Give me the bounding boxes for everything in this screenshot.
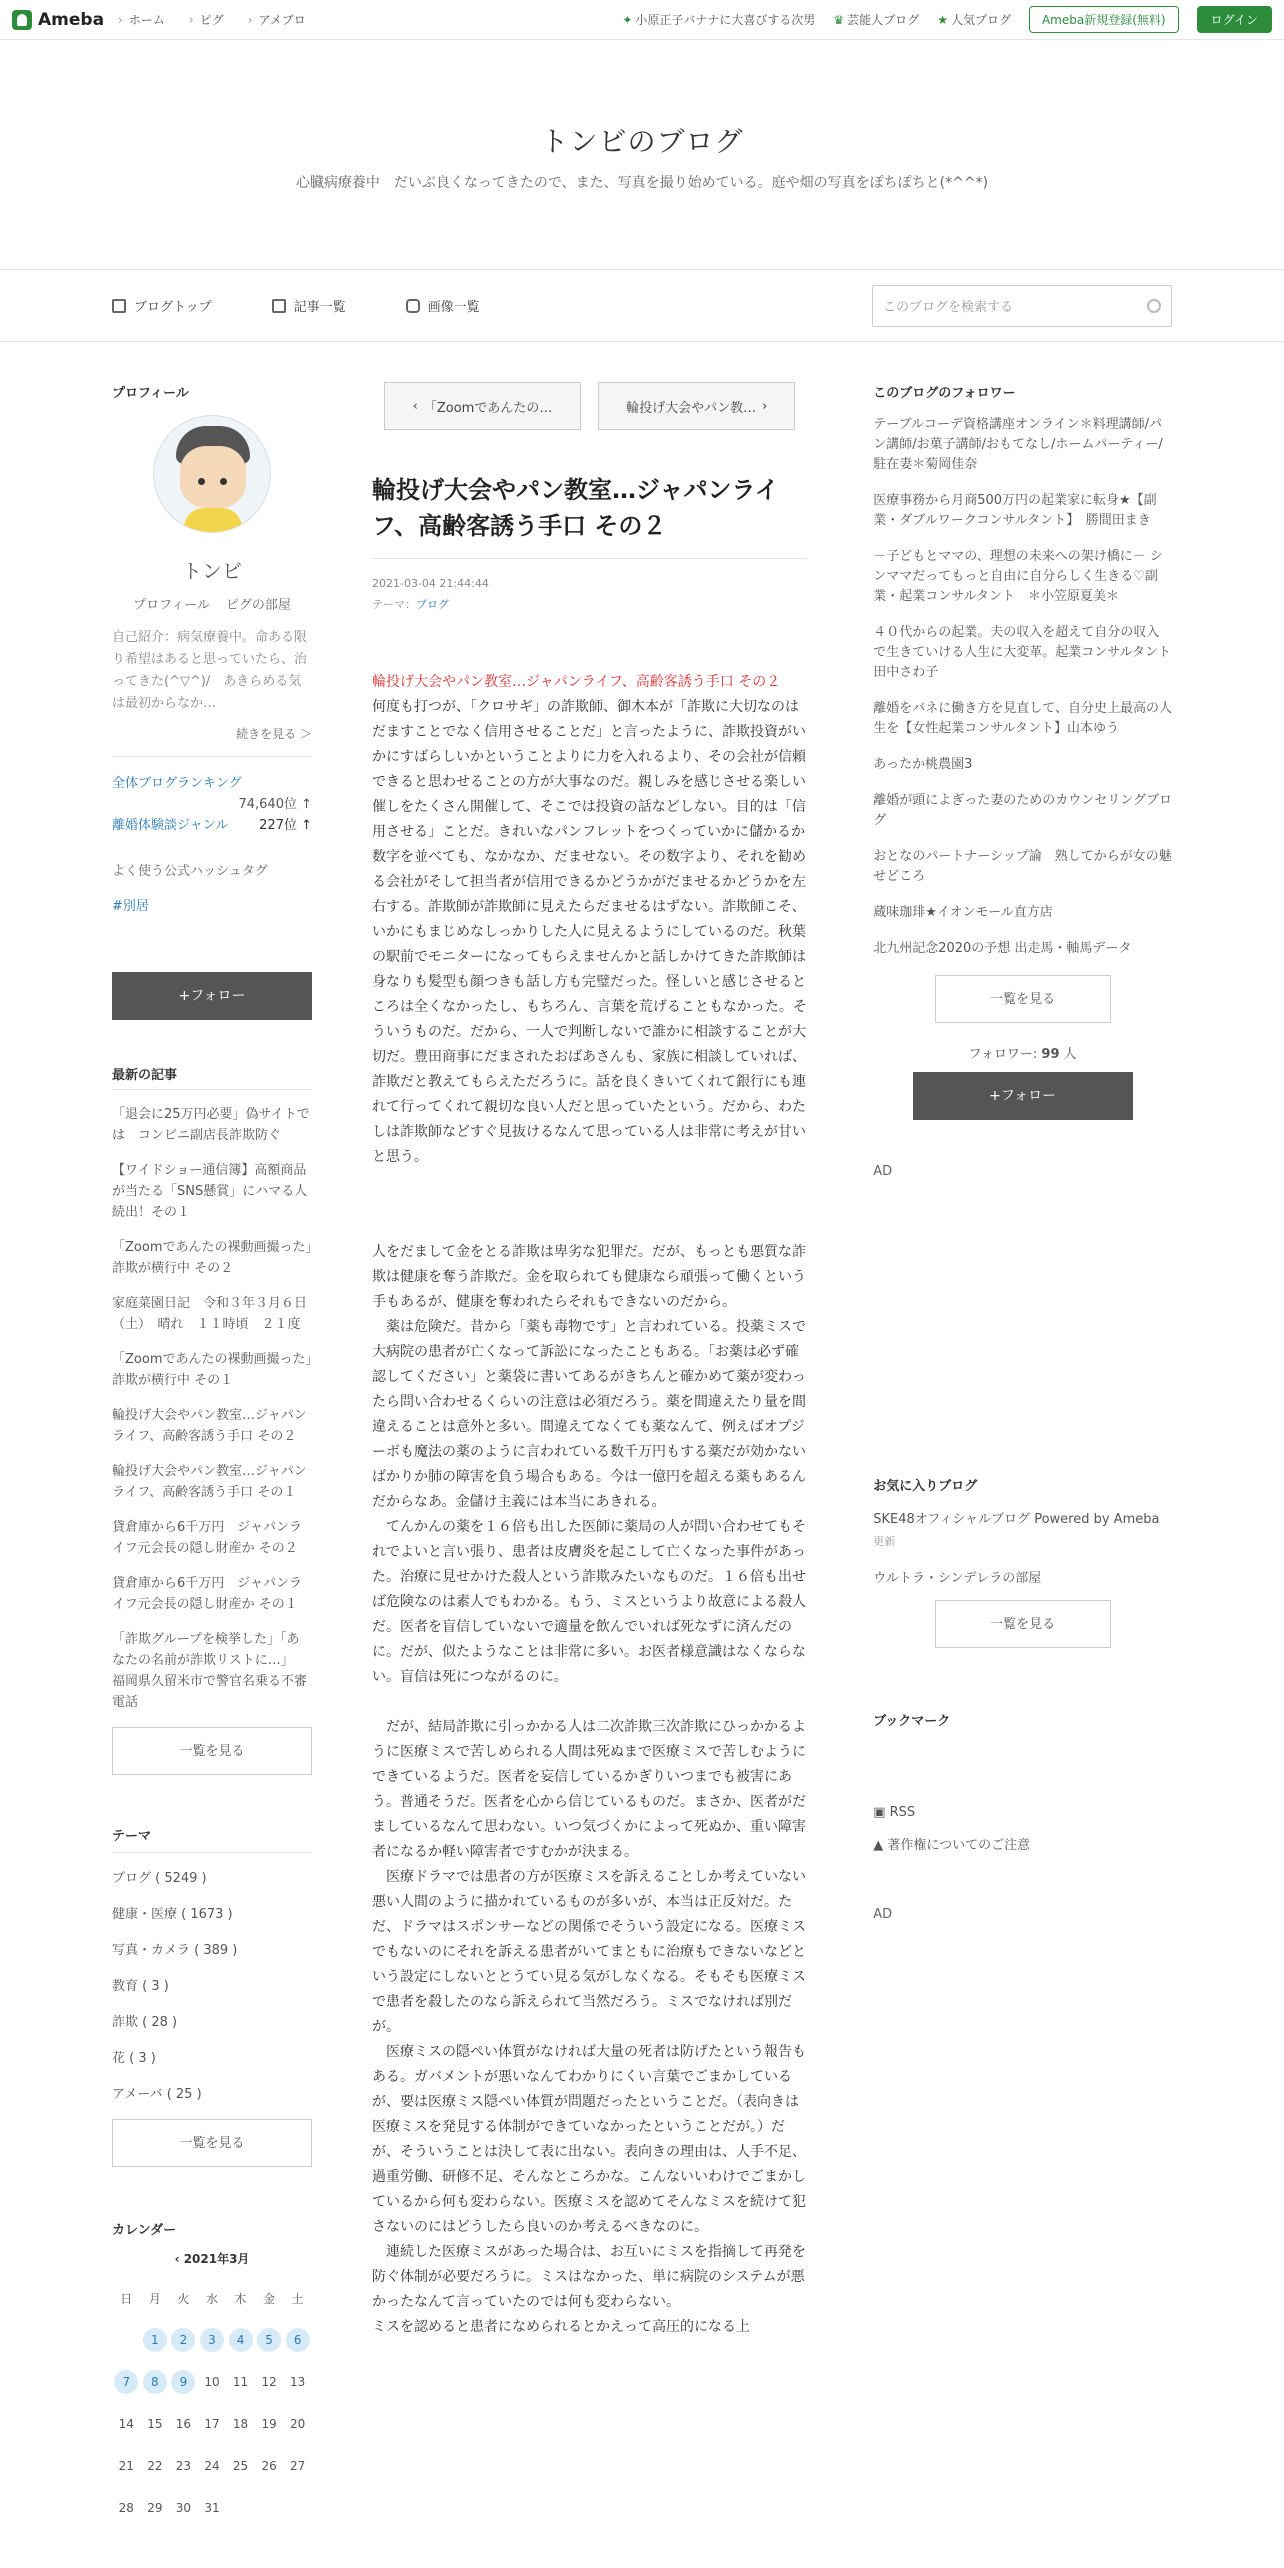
profile-more-link[interactable]: 続きを見る ＞: [112, 725, 312, 757]
login-button[interactable]: ログイン: [1197, 6, 1272, 33]
calendar-cell: [283, 2487, 312, 2529]
next-entry-button[interactable]: [598, 382, 795, 430]
weekday-label: 金: [263, 2291, 276, 2306]
calendar-cell: [226, 2403, 255, 2445]
recent-entry[interactable]: 輪投げ大会やパン教室…ジャパンライフ、高齢客誘う手口 その２: [112, 1408, 307, 1444]
global-header: [0, 0, 1284, 40]
follower-list: [873, 415, 1185, 959]
footer-links: [873, 1805, 1172, 1853]
image-list-link[interactable]: [406, 296, 480, 315]
blog-title[interactable]: トンビのブログ: [540, 125, 744, 158]
follower-item[interactable]: テーブルコーデ資格講座オンライン＊料理講師/パン講師/お菓子講師/おもてなし/ホームパーティー/駐在妻＊菊岡佳奈: [873, 417, 1163, 472]
recent-heading: 最新の記事: [112, 1064, 312, 1090]
rss-label: RSS: [889, 1805, 916, 1820]
favorites-heading: お気に入りブログ: [873, 1479, 978, 1494]
prev-entry-button[interactable]: [384, 382, 581, 430]
calendar-cell: [283, 2361, 312, 2403]
calendar-cell: [169, 2487, 198, 2529]
calendar-cell: [255, 2445, 284, 2487]
article-meta: [372, 577, 807, 612]
ad-label: AD: [873, 1907, 893, 1922]
favorite-item[interactable]: SKE48オフィシャルブログ Powered by Ameba: [873, 1512, 1160, 1527]
copyright-link[interactable]: [873, 1834, 1172, 1853]
ad-label: AD: [873, 1164, 893, 1179]
calendar-week: [112, 2319, 312, 2361]
calendar-day-posted[interactable]: 5: [257, 2328, 281, 2352]
theme-item[interactable]: アメーバ ( 25 ): [112, 2087, 202, 2102]
recent-entry[interactable]: 貸倉庫から6千万円 ジャパンライフ元会長の隠し財産か その１: [112, 1576, 303, 1612]
calendar-day-posted[interactable]: 7: [114, 2370, 138, 2394]
weekday-label: 日: [120, 2291, 133, 2306]
calendar-cell: [169, 2445, 198, 2487]
calendar-day: 10: [204, 2375, 220, 2389]
calendar-day: 25: [232, 2459, 249, 2473]
recent-entry[interactable]: 貸倉庫から6千万円 ジャパンライフ元会長の隠し財産か その２: [112, 1520, 303, 1556]
camera-icon: [406, 299, 420, 313]
follow-button[interactable]: +フォロー: [112, 972, 312, 1020]
calendar-cell: [141, 2445, 170, 2487]
weekday-label: 水: [205, 2291, 218, 2306]
calendar-day-posted[interactable]: 2: [171, 2328, 195, 2352]
calendar-month: [112, 2250, 312, 2267]
theme-item[interactable]: 花 ( 3 ): [112, 2051, 156, 2066]
calendar-day: 30: [175, 2501, 192, 2515]
weekday-label: 木: [234, 2291, 247, 2306]
calendar-day: 29: [147, 2501, 163, 2515]
pigg-room-link[interactable]: ピグの部屋: [225, 598, 291, 613]
celebrity-blog-label: 芸能人ブログ: [847, 13, 920, 27]
theme-more-button[interactable]: 一覧を見る: [112, 2119, 312, 2167]
hashtag-heading: よく使う公式ハッシュタグ: [112, 864, 268, 879]
nav-home[interactable]: › ホーム: [118, 11, 165, 28]
calendar-cell: [141, 2361, 170, 2403]
article-paragraph: 何度も打つが、「クロサギ」の詐欺師、御木本が「詐欺に大切なのはだますことでなく信用させることだ」と言ったように、詐欺投資がいかにすばらしいかということよりに力を入れるより、その会社が信頼できると思わせることの方が大事なのだ。親しみを感じさせる楽しい催しをたくさん開催して、そこでは投資の話などしない。目的は「信用させる」ことだ。きれいなパンフレットをつくっていかに儲かるか数字を並べても、なかなか、だませない。その数字より、それを勧める会社がそして担当者が信用できるかどうかがだませるかどうかを左右する。詐欺師が詐欺師に見えたらだませるはずない。詐欺師こそ、いかにもまじめなしっかりした人に見えるようにしているのだ。秋葉の駅前でモニターになってもらえませんかと話しかけてきた詐欺師は身なりも髪型も顔つきも話し方も完璧だった。怪しいと感じさせるところは全くなかったし、もちろん、言葉を荒げることもなかった。そういうものだ。だから、一人で判断しないで誰かに相談することが大切だ。豊田商事にだまされたおばあさんも、家族に相談していれば、詐欺だと教えてもらえただろうに。話を良くきいてくれて銀行にも連れて行ってくれて親切な良い人だと思っていたという。だから、わたしは詐欺師などすぐ見抜けるなんて思っている人は非常に考えが甘いと思う。: [372, 699, 807, 1165]
calendar-day: 27: [290, 2459, 306, 2473]
article-date: 2021-03-04 21:44:44: [372, 577, 489, 590]
calendar-day-posted[interactable]: 4: [229, 2328, 253, 2352]
copy-icon: [272, 299, 286, 313]
calendar-cell: [198, 2403, 227, 2445]
theme-item[interactable]: 写真・カメラ ( 389 ): [112, 1943, 238, 1958]
weekday-label: 月: [148, 2291, 161, 2306]
recent-entry[interactable]: 【ワイドショー通信簿】高額商品が当たる「SNS懸賞」にハマる人続出！その１: [112, 1163, 308, 1220]
avatar-eye: [198, 478, 205, 485]
blog-nav: [0, 270, 1284, 342]
calendar-cell: [198, 2445, 227, 2487]
calendar-day: 26: [261, 2459, 277, 2473]
entry-list-link[interactable]: [272, 296, 346, 315]
calendar-day: 19: [261, 2417, 277, 2431]
avatar-face: [180, 446, 246, 508]
calendar-cell: [141, 2403, 170, 2445]
article-theme-link[interactable]: ブログ: [416, 598, 449, 611]
calendar-cell: [255, 2361, 284, 2403]
chevron-right-icon: ›: [762, 398, 768, 414]
calendar-cell: [141, 2487, 170, 2529]
followers-more-button[interactable]: 一覧を見る: [935, 975, 1111, 1023]
genre-ranking-value: 227位 ↑: [259, 818, 312, 833]
theme-item[interactable]: 詐欺 ( 28 ): [112, 2015, 178, 2030]
calendar: [112, 2219, 312, 2529]
weekday-label: 火: [177, 2291, 190, 2306]
prev-entry-label: 「Zoomであんたの…: [423, 400, 553, 416]
calendar-cell: [283, 2445, 312, 2487]
calendar-grid: [112, 2277, 312, 2529]
bookmark-heading: ブックマーク: [873, 1714, 951, 1729]
recent-entries: [112, 1064, 312, 1775]
theme-item[interactable]: 健康・医療 ( 1673 ): [112, 1907, 233, 1922]
calendar-day: 28: [118, 2501, 134, 2515]
weekday-label: 土: [291, 2291, 304, 2306]
bookmarks: [873, 1710, 1172, 1729]
calendar-heading: カレンダー: [112, 2223, 177, 2238]
global-nav: [118, 11, 306, 28]
calendar-day-posted[interactable]: 9: [171, 2370, 195, 2394]
calendar-cell: [226, 2319, 255, 2361]
profile-name[interactable]: トンビ: [182, 559, 242, 583]
calendar-weekdays: [112, 2277, 312, 2319]
recent-entry[interactable]: 「Zoomであんたの裸動画撮った」詐欺が横行中 その２: [112, 1240, 312, 1276]
follower-item[interactable]: おとなのパートナーシップ論 熟してからが女の魅せどころ: [873, 849, 1172, 884]
calendar-cell: [112, 2319, 141, 2361]
trend-link[interactable]: [622, 11, 815, 28]
ranking: [112, 773, 312, 836]
calendar-cell: [112, 2487, 141, 2529]
follower-count-unit: 人: [1063, 1047, 1077, 1062]
search-icon[interactable]: [1147, 299, 1161, 313]
copyright-label: 著作権についてのご注意: [887, 1838, 1031, 1853]
calendar-cell: [198, 2487, 227, 2529]
brand-name: Ameba: [38, 9, 105, 30]
calendar-day: 12: [261, 2375, 277, 2389]
calendar-day-posted[interactable]: 1: [143, 2328, 167, 2352]
calendar-day: 11: [232, 2375, 249, 2389]
calendar-cell: [255, 2403, 284, 2445]
calendar-day: 18: [232, 2417, 249, 2431]
calendar-cell: [255, 2487, 284, 2529]
image-list-label: 画像一覧: [427, 300, 480, 315]
follower-item[interactable]: －子どもとママの、理想の未来への架け橋に－ シンママだってもっと自由に自分らしく生きる♡副業・起業コンサルタント ＊小笠原夏美＊: [873, 549, 1163, 604]
blog-top-link[interactable]: [112, 296, 212, 315]
follower-item[interactable]: 蔵味珈琲★イオンモール直方店: [873, 905, 1053, 920]
overall-ranking-value: 74,640位 ↑: [238, 797, 312, 812]
recent-entry[interactable]: 「Zoomであんたの裸動画撮った」詐欺が横行中 その１: [112, 1352, 312, 1388]
calendar-day: 16: [175, 2417, 192, 2431]
register-button[interactable]: Ameba新規登録(無料): [1029, 6, 1179, 33]
trend-link-label: 小原正子バナナに大喜びする次男: [635, 13, 816, 27]
follower-item[interactable]: 離婚をバネに働き方を見直して、自分史上最高の人生を【女性起業コンサルタント】山本ゆう: [873, 701, 1172, 736]
hashtag-link[interactable]: #別居: [112, 899, 149, 914]
calendar-cell: [141, 2319, 170, 2361]
star-icon: ★: [937, 13, 948, 27]
follower-count: [873, 1043, 1172, 1062]
theme-label: テーマ：: [372, 598, 416, 611]
document-icon: [112, 299, 126, 313]
article-paragraph: 人をだまして金をとる詐欺は卑劣な犯罪だ。だが、もっとも悪質な詐欺は健康を奪う詐欺だ。金を取られても健康なら頑張って働くという手もあるが、健康を奪われたらそれもできないのだから。 薬は危険だ。昔から「薬も毒物です」と言われている。投薬ミスで大病院の患者が亡くなって訴訟になったこともある。「お薬は必ず確認してください」と薬袋に書いてあるがきちんと確かめて薬が変わったら問い合わせるくらいの注意は必須だろう。薬を間違えたり量を間違えることは意外と多い。間違えてなくても薬なんて、例えばオプジーボも魔法の薬のように言われている数千万円もする薬だが効かないばかりか肺の障害を負う場合もある。今は一億円を超える薬もあるんだからなあ。金儲け主義には本当にあきれる。 てんかんの薬を１６倍も出した医師に薬局の人が問い合わせてもそれでよいと言い張り、患者は皮膚炎を起こして亡くなった事件があった。治療に見せかけた殺人という詐欺みたいなものだ。１６倍も出せば危険なのは素人でもわかる。もう、ミスというより故意による殺人だ。医者を盲信していないで適量を飲んでいれば死なずに済んだのに。だが、似たようなことは非常に多い。お医者様意識はなくならない。盲信は死につながるのに。: [372, 1244, 806, 1685]
rss-link[interactable]: [873, 1805, 1172, 1820]
search-placeholder: このブログを検索する: [883, 300, 1014, 315]
calendar-day: 20: [290, 2417, 306, 2431]
favorites-more-button[interactable]: 一覧を見る: [935, 1600, 1111, 1648]
theme-heading: テーマ: [112, 1825, 312, 1853]
follower-item[interactable]: あったか桃農園3: [873, 757, 973, 772]
calendar-day: 17: [204, 2417, 220, 2431]
calendar-week: [112, 2487, 312, 2529]
calendar-cell: [112, 2445, 141, 2487]
calendar-week: [112, 2361, 312, 2403]
theme-list: [112, 1825, 312, 2167]
sparkle-icon: ✦: [622, 13, 633, 27]
calendar-day-posted[interactable]: 8: [143, 2370, 167, 2394]
content-area: [0, 342, 1284, 2529]
right-sidebar: [873, 342, 1185, 2529]
ameba-logo[interactable]: [12, 10, 104, 30]
avatar-body: [184, 508, 242, 533]
rss-icon: ▣: [873, 1805, 890, 1820]
article-column: [372, 342, 807, 2529]
calendar-cell: [112, 2403, 141, 2445]
crown-icon: ♛: [833, 13, 845, 27]
calendar-cell: [112, 2361, 141, 2403]
follower-count-label: フォロワー:: [968, 1047, 1038, 1062]
entry-list-label: 記事一覧: [293, 300, 346, 315]
calendar-cell: [255, 2319, 284, 2361]
updated-badge: 更新: [873, 1535, 896, 1548]
calendar-month-label: 2021年3月: [183, 2252, 250, 2266]
recent-entry[interactable]: 家庭菜園日記 令和３年３月６日（土） 晴れ １１時頃 ２１度: [112, 1296, 308, 1332]
chevron-left-icon[interactable]: ‹: [174, 2252, 184, 2266]
follower-item[interactable]: 離婚が頭によぎった妻のためのカウンセリングブログ: [873, 793, 1172, 828]
calendar-day: 24: [204, 2459, 220, 2473]
nav-ameblo[interactable]: › アメブロ: [248, 11, 306, 28]
ameba-logo-icon: [12, 10, 32, 30]
follower-item[interactable]: 北九州記念2020の予想 出走馬・軸馬データ: [873, 941, 1132, 956]
article-paragraph: だが、結局詐欺に引っかかる人は二次詐欺三次詐欺にひっかかるように医療ミスで苦しめられる人間は死ぬまで医療ミスで苦しむようにできているようだ。医者を妄信しているかぎりいつまでも被害にあう。普通そうだ。医者を心から信じているものだ。まさか、医者がだましているなんて思わない。いつ気づくかによって死ぬか、重い障害者になるか軽い障害者ですむかが決まる。 医療ドラマでは患者の方が医療ミスを訴えることしか考えていない悪い人間のように描かれているものが多いが、本当は正反対だ。ただ、ドラマはスポンサーなどの関係でそういう設定になる。医療ミスでもないのにそれを訴える患者がいてまともに治療もできないなどという設定にしないととうてい見る気がしなくなる。そもそも医療ミスで患者を殺したのなら訴えられて当然だろう。ミスでなければ別だが。 医療ミスの隠ぺい体質がなければ大量の死者は防げたという報告もある。ガバメントが悪いなんてわかりにくい言葉でごまかしているが、要は医療ミス隠ぺい体質が問題だったということだ。（表向きは医療ミスを発見する体制ができていなかったということだが。）だが、そういうことは決して表に出ない。表向きの理由は、人手不足、過重労働、研修不足、そんなところかな。こんないいわけでごまかしているから何も変わらない。医療ミスを認めてそんなミスを続けて犯さないのにはどうしたら良いのか考えるべきなのに。 連続した医療ミスがあった場合は、お互いにミスを指摘して再発を防ぐ体制が必要だろうに。ミスはなかった、単に病院のシステムが悪かったなんて言っていたのでは何も変わらない。 ミスを認めると患者になめられるとかえって高圧的になる上: [372, 1719, 806, 2335]
calendar-day: 15: [147, 2417, 163, 2431]
nav-pigg[interactable]: › ピグ: [189, 11, 224, 28]
calendar-week: [112, 2403, 312, 2445]
recent-entry[interactable]: 「退会に25万円必要」偽サイトでは コンビニ副店長詐欺防ぐ: [112, 1107, 310, 1143]
calendar-day: 14: [118, 2417, 134, 2431]
profile-description: 自己紹介：病気療養中。命ある限り希望はあると思っていたら、治ってきた(^▽^)/ あきらめる気は最初からなか…: [112, 630, 308, 711]
article-heading: 輪投げ大会やパン教室…ジャパンライフ、高齢客誘う手口 その２: [372, 674, 781, 690]
calendar-cell: [169, 2361, 198, 2403]
blog-search-input[interactable]: [872, 285, 1172, 327]
article-title[interactable]: 輪投げ大会やパン教室…ジャパンライフ、高齢客誘う手口 その２: [372, 472, 807, 559]
blog-header: [0, 40, 1284, 270]
blog-description: 心臓病療養中 だいぶ良くなってきたので、また、写真を撮り始めている。庭や畑の写真をぽちぽちと(*^^*): [295, 175, 989, 191]
calendar-cell: [198, 2319, 227, 2361]
next-entry-label: 輪投げ大会やパン教…: [626, 400, 757, 416]
calendar-day: 21: [118, 2459, 134, 2473]
blog-top-label: ブログトップ: [134, 300, 212, 315]
chevron-left-icon: ‹: [412, 398, 418, 414]
theme-item[interactable]: ブログ ( 5249 ): [112, 1871, 207, 1886]
calendar-cell: [283, 2403, 312, 2445]
calendar-week: [112, 2445, 312, 2487]
popular-blog-label: 人気ブログ: [950, 13, 1011, 27]
recent-entry[interactable]: 輪投げ大会やパン教室…ジャパンライフ、高齢客誘う手口 その１: [112, 1464, 307, 1500]
calendar-day: 23: [175, 2459, 192, 2473]
header-right: [622, 6, 1272, 33]
left-sidebar: [112, 342, 312, 2529]
favorite-blogs: [873, 1475, 1172, 1648]
popular-blog-link[interactable]: [937, 11, 1011, 28]
recent-more-button[interactable]: 一覧を見る: [112, 1727, 312, 1775]
overall-ranking-link[interactable]: 全体ブログランキング: [112, 776, 242, 791]
profile-links: [112, 594, 312, 613]
calendar-cell: [198, 2361, 227, 2403]
avatar-eye: [220, 478, 227, 485]
recent-entry[interactable]: 「詐欺グループを検挙した」「あなたの名前が詐欺リストに…」 福岡県久留米市で警官名乗る不審電話: [112, 1632, 308, 1710]
calendar-cell: [169, 2403, 198, 2445]
calendar-day: 13: [290, 2375, 306, 2389]
entry-pager: [372, 382, 807, 430]
follower-count-value: 99: [1041, 1047, 1060, 1062]
avatar[interactable]: [153, 415, 271, 533]
calendar-day-posted[interactable]: 3: [200, 2328, 224, 2352]
calendar-cell: [226, 2487, 255, 2529]
profile-link[interactable]: プロフィール: [133, 598, 210, 613]
favorite-item[interactable]: ウルトラ・シンデレラの部屋: [873, 1571, 1042, 1586]
calendar-cell: [226, 2445, 255, 2487]
profile-heading: プロフィール: [112, 386, 189, 401]
theme-item[interactable]: 教育 ( 3 ): [112, 1979, 169, 1994]
calendar-day: 22: [147, 2459, 163, 2473]
genre-ranking-link[interactable]: 離婚体験談ジャンル: [112, 818, 229, 833]
calendar-cell: [169, 2319, 198, 2361]
follower-item[interactable]: 医療事務から月商500万円の起業家に転身★【副業・ダブルワークコンサルタント】 勝間田まき: [873, 493, 1157, 528]
celebrity-blog-link[interactable]: [833, 11, 919, 28]
calendar-day-posted[interactable]: 6: [286, 2328, 310, 2352]
follower-item[interactable]: ４０代からの起業。夫の収入を超えて自分の収入で生きていける人生に大変革。起業コンサルタント 田中さわ子: [873, 625, 1185, 680]
calendar-day: 31: [204, 2501, 220, 2515]
followers-heading: このブログのフォロワー: [873, 386, 1016, 401]
follow-button[interactable]: +フォロー: [913, 1072, 1133, 1120]
calendar-cell: [283, 2319, 312, 2361]
warning-icon: ▲: [873, 1838, 888, 1853]
calendar-cell: [226, 2361, 255, 2403]
